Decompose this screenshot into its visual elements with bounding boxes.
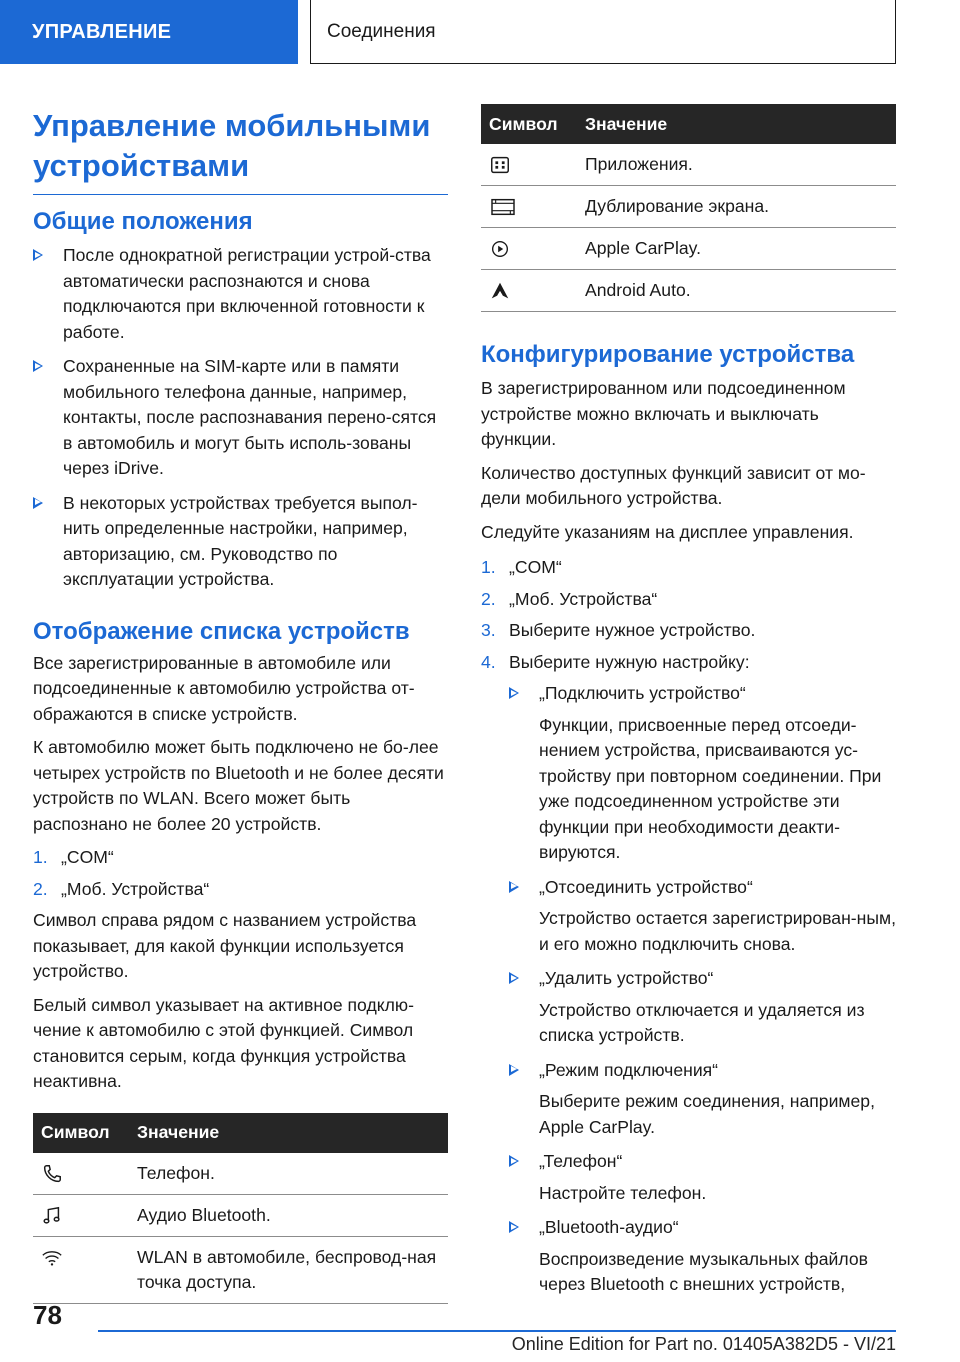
general-bullets (33, 243, 448, 593)
list-item: В некоторых устройствах требуется выпол-нить определенные настройки, например, авторизацию, см. Руководство по эксплуатации устройства. (33, 491, 448, 593)
footer-divider (98, 1330, 896, 1332)
triangle-bullet-icon (33, 360, 43, 372)
table-row: Телефон. (33, 1153, 448, 1195)
chapter-title: Соединения (327, 20, 436, 42)
list-item: После однократной регистрации устрой-ства автоматически распознаются и снова подключаются при включенной готовности к работе. (33, 243, 448, 345)
symbol-table-2 (481, 104, 896, 312)
paragraph: Белый символ указывает на активное подклю-чение к автомобилю с этой функцией. Символ становится серым, когда функция устройства неактивна. (33, 994, 414, 1091)
page-title: Управление мобильными устройствами (33, 106, 448, 195)
column-header-symbol: Символ (33, 1113, 129, 1153)
triangle-bullet-icon (33, 497, 43, 509)
symbol-table-1 (33, 1113, 448, 1304)
triangle-bullet-icon (509, 1064, 519, 1076)
config-options-list (481, 681, 896, 1298)
paragraph: К автомобилю может быть подключено не бо-лее четырех устройств по Bluetooth и не более десяти устройств по WLAN. Всего может быть распознано не более 20 устройств. (33, 737, 444, 834)
section-title: УПРАВЛЕНИЕ (32, 20, 172, 43)
right-column (481, 104, 896, 1298)
table-row: Дублирование экрана. (481, 186, 896, 228)
paragraph: Следуйте указаниям на дисплее управления. (481, 521, 854, 542)
wifi-icon (41, 1247, 63, 1269)
general-heading: Общие положения (33, 208, 253, 235)
steps-list (33, 845, 448, 902)
triangle-bullet-icon (509, 1221, 519, 1233)
list-item: 3. Выберите нужное устройство. (481, 620, 756, 640)
list-item: 4. Выберите нужную настройку: (481, 651, 750, 672)
column-header-meaning: Значение (129, 1113, 448, 1153)
edition-label: Online Edition for Part no. 01405A382D5 - VI/21 (511, 1334, 896, 1354)
screen-mirroring-icon (489, 196, 517, 218)
paragraph: В зарегистрированном или подсоединенном устройстве можно включать и выключать функции. (481, 378, 846, 449)
list-item: 2. „Моб. Устройства“ (33, 878, 210, 899)
triangle-bullet-icon (509, 972, 519, 984)
list-item: „Режим подключения“ Выберите режим соединения, например, Apple CarPlay. (509, 1058, 896, 1141)
list-item: Сохраненные на SIM-карте или в памяти мобильного телефона данные, например, контакты, после распознавания перено-сятся в автомобиль и могут быть исполь-зованы через iDrive. (33, 354, 448, 482)
triangle-bullet-icon (509, 881, 519, 893)
android-auto-icon (489, 280, 511, 302)
carplay-icon (489, 238, 511, 260)
phone-icon (41, 1163, 63, 1185)
table-row: Android Auto. (481, 270, 896, 312)
column-header-symbol: Символ (481, 104, 577, 144)
list-item: „Bluetooth-аудио“ Воспроизведение музыкальных файлов через Bluetooth с внешних устройств, (509, 1215, 896, 1298)
device-list-heading: Отображение списка устройств (33, 617, 410, 645)
triangle-bullet-icon (509, 1155, 519, 1167)
list-item: 2. „Моб. Устройства“ (481, 588, 658, 609)
chapter-tab (310, 0, 896, 64)
left-column (33, 207, 448, 1304)
triangle-bullet-icon (509, 687, 519, 699)
music-note-icon (41, 1205, 63, 1227)
column-header-meaning: Значение (577, 104, 896, 144)
triangle-bullet-icon (33, 249, 43, 261)
config-heading: Конфигурирование устройства (481, 341, 855, 368)
list-item: „Подключить устройство“ Функции, присвоенные перед отсоеди-нением устройства, присваиваются ус-тройству при повторном соединении. При уже подсоединенном устройстве эти функции при необходимости деакти-вируются. (509, 681, 896, 866)
page-number: 78 (33, 1300, 62, 1330)
table-row: Приложения. (481, 144, 896, 186)
table-row: Apple CarPlay. (481, 228, 896, 270)
config-steps-list (481, 555, 896, 675)
list-item: 1. „COM“ (33, 847, 114, 867)
table-row: Аудио Bluetooth. (33, 1194, 448, 1236)
list-item: „Отсоединить устройство“ Устройство остается зарегистрирован-ным, и его можно подключить снова. (509, 875, 896, 958)
section-tab (0, 0, 298, 64)
paragraph: Все зарегистрированные в автомобиле или подсоединенные к автомобилю устройства от-ображаются в списке устройств. (33, 652, 415, 724)
paragraph: Количество доступных функций зависит от мо-дели мобильного устройства. (481, 462, 866, 508)
list-item: „Удалить устройство“ Устройство отключается и удаляется из списка устройств. (509, 966, 896, 1049)
paragraph: Символ справа рядом с названием устройства показывает, для какой функции используется устройство. (33, 910, 417, 981)
list-item: „Телефон“ Настройте телефон. (509, 1149, 896, 1206)
apps-icon (489, 154, 511, 176)
list-item: 1. „COM“ (481, 557, 562, 577)
table-row: WLAN в автомобиле, беспровод-ная точка доступа. (33, 1236, 448, 1303)
